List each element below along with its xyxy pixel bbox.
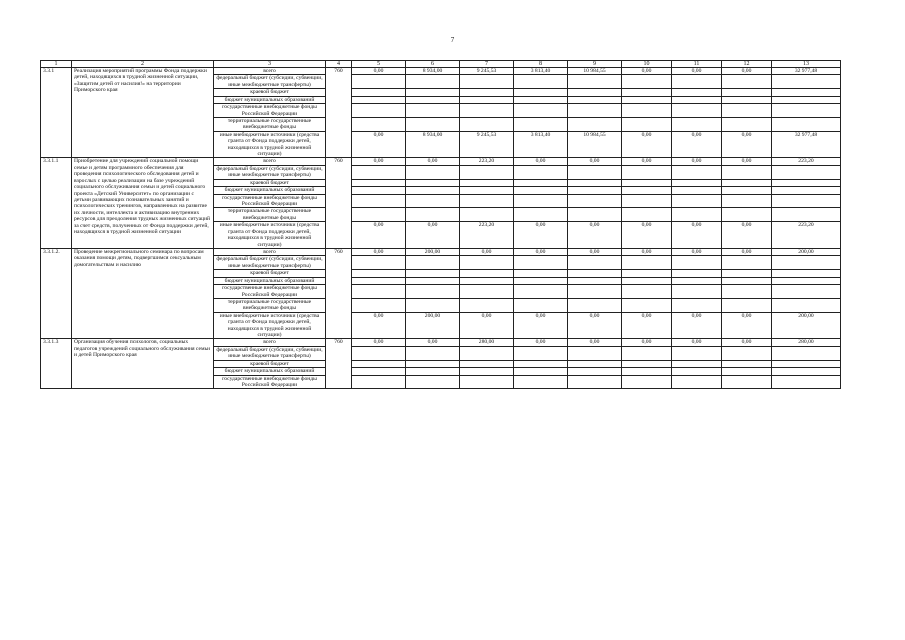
header-cell: 12 <box>722 61 772 68</box>
amount-cell <box>772 285 841 299</box>
amount-cell <box>352 117 406 131</box>
amount-cell: 9 245,53 <box>460 131 514 158</box>
amount-cell <box>672 75 722 89</box>
amount-cell: 8 934,00 <box>406 68 460 75</box>
amount-cell <box>772 179 841 186</box>
amount-cell <box>672 346 722 360</box>
amount-cell <box>406 194 460 208</box>
amount-cell <box>406 165 460 179</box>
amount-cell <box>772 346 841 360</box>
amount-cell <box>352 346 406 360</box>
amount-cell: 0,00 <box>622 339 672 346</box>
amount-cell: 0,00 <box>514 158 568 165</box>
amount-cell <box>352 75 406 89</box>
amount-cell: 0,00 <box>352 68 406 75</box>
amount-cell: 0,00 <box>352 158 406 165</box>
amount-cell: 0,00 <box>352 131 406 158</box>
amount-cell <box>514 117 568 131</box>
header-cell: 11 <box>672 61 722 68</box>
amount-cell <box>622 194 672 208</box>
amount-cell: 200,00 <box>406 248 460 255</box>
amount-cell <box>460 187 514 194</box>
item-name: Реализация мероприятий программы Фонда поддержки детей, находящихся в трудной жизненной ситуации, «Защитим детей от насилия!» на территории Приморского края <box>72 68 214 158</box>
amount-cell <box>672 96 722 103</box>
item-name: Приобретение для учреждений социальной помощи семье и детям программного обеспечения для проведения психологического обследования детей и взрослых с целью реализации на базе учреждений социального обслуживания семьи и детей социального проекта «Детский Университет» по организации с детьми развивающих познавательных занятий и психологических тренингов, направленных на развитие их личности, интеллекта и активизацию внутренних ресурсов для преодоления трудных жизненных ситуаций за счет средств, полученных от Фонда поддержки детей, находящихся в трудной жизненной ситуации <box>72 158 214 248</box>
amount-cell: 10 984,55 <box>568 131 622 158</box>
amount-cell: 3 813,40 <box>514 68 568 75</box>
funding-source: федеральный бюджет (субсидии, субвенции, иные межбюджетные трансферты) <box>214 256 326 270</box>
amount-cell <box>722 208 772 222</box>
funding-source: государственные внебюджетные фонды Российской Федерации <box>214 104 326 118</box>
amount-cell <box>568 96 622 103</box>
amount-cell <box>622 187 672 194</box>
table-row <box>41 158 841 165</box>
amount-cell <box>352 256 406 270</box>
amount-cell <box>722 256 772 270</box>
amount-cell <box>672 375 722 389</box>
amount-cell: 0,00 <box>514 312 568 339</box>
amount-cell <box>772 104 841 118</box>
amount-cell: 0,00 <box>722 339 772 346</box>
amount-cell <box>722 277 772 284</box>
amount-cell <box>460 89 514 96</box>
amount-cell: 200,00 <box>772 248 841 255</box>
amount-cell <box>460 194 514 208</box>
amount-cell <box>622 179 672 186</box>
amount-cell <box>460 375 514 389</box>
amount-cell <box>568 179 622 186</box>
amount-cell: 0,00 <box>514 222 568 249</box>
funding-source: бюджет муниципальных образований <box>214 187 326 194</box>
funding-source: краевой бюджет <box>214 179 326 186</box>
header-cell: 4 <box>326 61 352 68</box>
funding-source: краевой бюджет <box>214 270 326 277</box>
amount-cell <box>568 104 622 118</box>
amount-cell: 0,00 <box>672 158 722 165</box>
amount-cell <box>568 270 622 277</box>
amount-cell <box>460 270 514 277</box>
amount-cell: 0,00 <box>568 222 622 249</box>
amount-cell <box>672 179 722 186</box>
amount-cell <box>772 256 841 270</box>
amount-cell <box>568 256 622 270</box>
funding-source: территориальные государственные внебюджетные фонды <box>214 117 326 131</box>
amount-cell <box>352 104 406 118</box>
amount-cell: 0,00 <box>672 248 722 255</box>
amount-cell <box>568 117 622 131</box>
amount-cell <box>622 117 672 131</box>
amount-cell <box>672 194 722 208</box>
amount-cell: 0,00 <box>722 158 772 165</box>
amount-cell <box>514 256 568 270</box>
amount-cell <box>722 117 772 131</box>
amount-cell: 8 934,00 <box>406 131 460 158</box>
amount-cell <box>514 298 568 312</box>
amount-cell <box>568 89 622 96</box>
funding-source: иные внебюджетные источники (средства гранта от Фонда поддержки детей, находящихся в трудной жизненной ситуации) <box>214 222 326 249</box>
amount-cell <box>772 368 841 375</box>
amount-cell: 0,00 <box>722 248 772 255</box>
amount-cell <box>772 270 841 277</box>
amount-cell <box>514 179 568 186</box>
amount-cell <box>672 187 722 194</box>
amount-cell <box>722 368 772 375</box>
amount-cell <box>352 368 406 375</box>
item-name: Организация обучения психологов, социальных педагогов учреждений социального обслуживания семьи и детей Приморского края <box>72 339 214 389</box>
funding-source: всего <box>214 68 326 75</box>
amount-cell <box>406 117 460 131</box>
amount-cell: 223,20 <box>772 222 841 249</box>
funding-source: федеральный бюджет (субсидии, субвенции, иные межбюджетные трансферты) <box>214 165 326 179</box>
item-code: 3.3.1.2. <box>41 248 72 338</box>
item-code: 3.3.1.1 <box>41 158 72 248</box>
amount-cell <box>672 368 722 375</box>
amount-cell: 0,00 <box>672 312 722 339</box>
amount-cell <box>352 298 406 312</box>
amount-cell <box>514 208 568 222</box>
amount-cell <box>514 346 568 360</box>
amount-cell: 0,00 <box>406 222 460 249</box>
amount-cell: 0,00 <box>722 68 772 75</box>
amount-cell <box>514 285 568 299</box>
amount-cell: 0,00 <box>622 131 672 158</box>
amount-cell <box>622 298 672 312</box>
amount-cell <box>622 104 672 118</box>
amount-cell <box>772 165 841 179</box>
amount-cell: 0,00 <box>622 248 672 255</box>
funding-source: краевой бюджет <box>214 89 326 96</box>
header-cell: 3 <box>214 61 326 68</box>
amount-cell <box>460 346 514 360</box>
amount-cell <box>406 298 460 312</box>
item-name: Проведение межрегионального семинара по вопросам оказания помощи детям, подвергшимся сексуальным домогательствам и насилию <box>72 248 214 338</box>
amount-cell <box>772 360 841 367</box>
amount-cell <box>672 360 722 367</box>
amount-cell: 0,00 <box>352 222 406 249</box>
amount-cell <box>460 179 514 186</box>
amount-cell <box>352 194 406 208</box>
amount-cell <box>622 285 672 299</box>
amount-cell <box>568 165 622 179</box>
amount-cell: 32 977,48 <box>772 131 841 158</box>
header-cell: 13 <box>772 61 841 68</box>
amount-cell <box>352 360 406 367</box>
amount-cell: 0,00 <box>622 158 672 165</box>
amount-cell <box>722 360 772 367</box>
amount-cell <box>514 96 568 103</box>
amount-cell: 223,20 <box>460 158 514 165</box>
amount-cell <box>722 104 772 118</box>
amount-cell <box>568 360 622 367</box>
admin-code: 760 <box>326 248 352 338</box>
amount-cell <box>622 375 672 389</box>
amount-cell: 280,00 <box>460 339 514 346</box>
amount-cell <box>568 194 622 208</box>
funding-source: государственные внебюджетные фонды Российской Федерации <box>214 285 326 299</box>
amount-cell <box>406 104 460 118</box>
amount-cell <box>460 96 514 103</box>
funding-source: бюджет муниципальных образований <box>214 277 326 284</box>
amount-cell <box>514 270 568 277</box>
funding-source: федеральный бюджет (субсидии, субвенции, иные межбюджетные трансферты) <box>214 75 326 89</box>
amount-cell <box>622 208 672 222</box>
amount-cell: 3 813,40 <box>514 131 568 158</box>
amount-cell: 0,00 <box>672 222 722 249</box>
amount-cell: 200,00 <box>772 312 841 339</box>
amount-cell: 0,00 <box>352 312 406 339</box>
amount-cell <box>672 270 722 277</box>
amount-cell <box>772 298 841 312</box>
amount-cell: 0,00 <box>622 312 672 339</box>
amount-cell <box>622 256 672 270</box>
amount-cell <box>460 277 514 284</box>
amount-cell <box>622 75 672 89</box>
header-cell: 8 <box>514 61 568 68</box>
funding-source: всего <box>214 248 326 255</box>
amount-cell <box>352 270 406 277</box>
amount-cell <box>460 75 514 89</box>
table-row <box>41 248 841 255</box>
amount-cell <box>772 187 841 194</box>
amount-cell <box>406 375 460 389</box>
amount-cell <box>406 270 460 277</box>
amount-cell <box>568 375 622 389</box>
amount-cell <box>352 277 406 284</box>
amount-cell <box>622 89 672 96</box>
amount-cell <box>406 277 460 284</box>
header-cell: 5 <box>352 61 406 68</box>
amount-cell <box>514 89 568 96</box>
amount-cell: 0,00 <box>672 131 722 158</box>
funding-source: государственные внебюджетные фонды Российской Федерации <box>214 375 326 389</box>
header-cell: 10 <box>622 61 672 68</box>
amount-cell <box>406 256 460 270</box>
amount-cell <box>772 208 841 222</box>
amount-cell: 223,20 <box>460 222 514 249</box>
budget-table <box>40 60 841 389</box>
amount-cell <box>772 96 841 103</box>
amount-cell: 0,00 <box>622 222 672 249</box>
amount-cell <box>568 368 622 375</box>
amount-cell <box>672 208 722 222</box>
table-row <box>41 68 841 75</box>
amount-cell <box>514 165 568 179</box>
amount-cell <box>568 285 622 299</box>
amount-cell <box>406 285 460 299</box>
amount-cell <box>460 360 514 367</box>
page-number: 7 <box>450 36 455 44</box>
amount-cell: 0,00 <box>568 248 622 255</box>
amount-cell <box>722 270 772 277</box>
amount-cell <box>406 368 460 375</box>
amount-cell: 0,00 <box>568 158 622 165</box>
amount-cell <box>406 187 460 194</box>
amount-cell <box>722 187 772 194</box>
amount-cell: 0,00 <box>514 339 568 346</box>
amount-cell <box>406 208 460 222</box>
header-cell: 1 <box>41 61 72 68</box>
amount-cell <box>406 360 460 367</box>
funding-source: бюджет муниципальных образований <box>214 96 326 103</box>
amount-cell <box>460 285 514 299</box>
amount-cell: 0,00 <box>722 131 772 158</box>
amount-cell <box>622 346 672 360</box>
amount-cell <box>352 96 406 103</box>
admin-code: 760 <box>326 339 352 389</box>
amount-cell: 0,00 <box>406 339 460 346</box>
amount-cell <box>514 360 568 367</box>
amount-cell <box>514 187 568 194</box>
amount-cell <box>514 104 568 118</box>
amount-cell <box>672 298 722 312</box>
amount-cell <box>352 375 406 389</box>
amount-cell <box>622 96 672 103</box>
funding-source: территориальные государственные внебюджетные фонды <box>214 298 326 312</box>
amount-cell <box>460 165 514 179</box>
table-row <box>41 339 841 346</box>
amount-cell <box>406 89 460 96</box>
amount-cell <box>514 75 568 89</box>
amount-cell <box>406 179 460 186</box>
amount-cell <box>722 179 772 186</box>
amount-cell <box>352 285 406 299</box>
amount-cell: 0,00 <box>406 158 460 165</box>
amount-cell: 0,00 <box>352 248 406 255</box>
amount-cell <box>514 277 568 284</box>
amount-cell <box>722 96 772 103</box>
amount-cell: 0,00 <box>672 339 722 346</box>
amount-cell: 280,00 <box>772 339 841 346</box>
amount-cell <box>352 208 406 222</box>
amount-cell: 0,00 <box>622 68 672 75</box>
amount-cell <box>568 208 622 222</box>
amount-cell <box>672 277 722 284</box>
amount-cell <box>460 368 514 375</box>
amount-cell <box>352 165 406 179</box>
amount-cell <box>460 208 514 222</box>
funding-source: иные внебюджетные источники (средства гранта от Фонда поддержки детей, находящихся в трудной жизненной ситуации) <box>214 312 326 339</box>
amount-cell: 200,00 <box>406 312 460 339</box>
amount-cell <box>772 375 841 389</box>
amount-cell <box>568 187 622 194</box>
amount-cell <box>568 298 622 312</box>
amount-cell <box>460 256 514 270</box>
header-cell: 6 <box>406 61 460 68</box>
amount-cell <box>460 104 514 118</box>
admin-code: 760 <box>326 158 352 248</box>
item-code: 3.3.1 <box>41 68 72 158</box>
amount-cell <box>672 117 722 131</box>
amount-cell: 9 245,53 <box>460 68 514 75</box>
amount-cell <box>672 285 722 299</box>
amount-cell <box>772 117 841 131</box>
amount-cell <box>622 360 672 367</box>
funding-source: федеральный бюджет (субсидии, субвенции, иные межбюджетные трансферты) <box>214 346 326 360</box>
funding-source: краевой бюджет <box>214 360 326 367</box>
amount-cell <box>722 298 772 312</box>
funding-source: иные внебюджетные источники (средства гранта от Фонда поддержки детей, находящихся в трудной жизненной ситуации) <box>214 131 326 158</box>
amount-cell <box>722 194 772 208</box>
amount-cell <box>772 75 841 89</box>
amount-cell <box>672 256 722 270</box>
funding-source: всего <box>214 339 326 346</box>
amount-cell: 0,00 <box>568 312 622 339</box>
amount-cell: 0,00 <box>672 68 722 75</box>
amount-cell <box>514 194 568 208</box>
amount-cell <box>672 165 722 179</box>
amount-cell: 0,00 <box>568 339 622 346</box>
header-cell: 7 <box>460 61 514 68</box>
amount-cell <box>514 375 568 389</box>
amount-cell <box>722 285 772 299</box>
amount-cell <box>622 165 672 179</box>
amount-cell <box>772 277 841 284</box>
amount-cell <box>722 346 772 360</box>
amount-cell <box>772 194 841 208</box>
amount-cell: 0,00 <box>722 222 772 249</box>
amount-cell <box>722 375 772 389</box>
amount-cell: 0,00 <box>514 248 568 255</box>
amount-cell <box>622 270 672 277</box>
amount-cell: 0,00 <box>352 339 406 346</box>
amount-cell <box>772 89 841 96</box>
funding-source: государственные внебюджетные фонды Российской Федерации <box>214 194 326 208</box>
amount-cell <box>352 187 406 194</box>
amount-cell <box>672 89 722 96</box>
header-cell: 2 <box>72 61 214 68</box>
amount-cell <box>406 75 460 89</box>
admin-code: 760 <box>326 68 352 158</box>
amount-cell <box>352 89 406 96</box>
amount-cell <box>568 346 622 360</box>
amount-cell <box>722 75 772 89</box>
amount-cell <box>722 89 772 96</box>
amount-cell: 223,20 <box>772 158 841 165</box>
amount-cell <box>622 368 672 375</box>
amount-cell: 0,00 <box>460 312 514 339</box>
funding-source: всего <box>214 158 326 165</box>
amount-cell: 32 977,48 <box>772 68 841 75</box>
amount-cell: 0,00 <box>460 248 514 255</box>
item-code: 3.3.1.3 <box>41 339 72 389</box>
header-row <box>41 61 841 68</box>
amount-cell <box>406 346 460 360</box>
funding-source: территориальные государственные внебюджетные фонды <box>214 208 326 222</box>
amount-cell <box>568 75 622 89</box>
funding-source: бюджет муниципальных образований <box>214 368 326 375</box>
amount-cell <box>622 277 672 284</box>
header-cell: 9 <box>568 61 622 68</box>
amount-cell <box>722 165 772 179</box>
amount-cell <box>460 117 514 131</box>
amount-cell <box>514 368 568 375</box>
amount-cell <box>568 277 622 284</box>
amount-cell <box>352 179 406 186</box>
amount-cell <box>672 104 722 118</box>
amount-cell: 0,00 <box>722 312 772 339</box>
amount-cell <box>406 96 460 103</box>
amount-cell: 10 984,55 <box>568 68 622 75</box>
amount-cell <box>460 298 514 312</box>
